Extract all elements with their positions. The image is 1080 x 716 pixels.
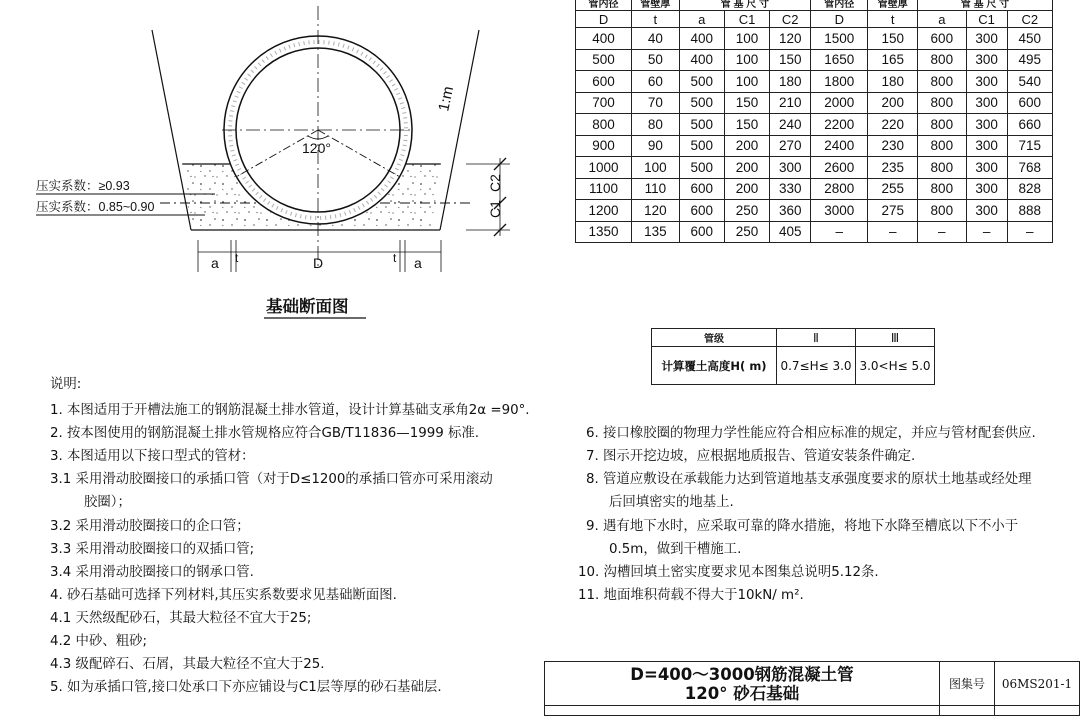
grade-value-3: 3.0<H≤ 5.0 [856,347,935,385]
subheader-cell: C1 [966,11,1007,28]
table-cell: 180 [770,71,811,93]
table-cell: 150 [724,114,769,136]
table-cell: 100 [632,157,679,179]
grade-header-2: Ⅱ [777,329,856,347]
table-cell: 540 [1007,71,1052,93]
dim-a-right: a [414,255,422,271]
table-cell: 120 [770,28,811,50]
subheader-cell: D [576,11,632,28]
table-cell: 100 [724,49,769,71]
notes-heading: 说明: [50,377,82,392]
table-cell: 120 [632,200,679,222]
table-header-row [576,0,1053,11]
table-cell: 800 [918,49,967,71]
table-cell: 2800 [811,178,868,200]
dim-d: D [313,255,324,271]
header-cell: 管 基 尺 寸 [918,0,1053,11]
table-cell: – [811,221,868,243]
note-item: 1. 本图适用于开槽法施工的钢筋混凝土排水管道，设计计算基础支承角2α =90°. [50,403,530,418]
table-cell: 800 [918,92,967,114]
note-item: 9. 遇有地下水时，应采取可靠的降水措施，将地下水降至槽底以下不小于 [586,519,1019,534]
table-row [576,28,1053,50]
table-cell: 330 [770,178,811,200]
grade-header-label: 管级 [652,329,777,347]
table-cell: 1800 [811,71,868,93]
table-cell: 200 [724,135,769,157]
table-cell: 500 [576,49,632,71]
table-cell: 405 [770,221,811,243]
table-cell: 2600 [811,157,868,179]
trench-left-slope [152,30,191,230]
note-item: 3.2 采用滑动胶圈接口的企口管； [50,519,250,534]
table-cell: 270 [770,135,811,157]
note-item: 4.3 级配碎石、石屑，其最大粒径不宜大于25. [50,657,325,672]
grade-row-label: 计算覆土高度H( m) [652,347,777,385]
table-subheader-row [576,11,1053,28]
table-cell: 110 [632,178,679,200]
atlas-number: 06MS201-1 [995,662,1080,706]
header-cell: 管内径 [811,0,868,11]
table-row [576,71,1053,93]
note-item: 0.5m，做到干槽施工. [609,542,742,557]
table-row [576,157,1053,179]
foundation-section-drawing [0,0,560,330]
note-item: 2. 按本图使用的钢筋混凝土排水管规格应符合GB/T11836—1999 标准. [50,426,480,441]
table-row [576,135,1053,157]
title-block [544,661,1080,716]
dim-t-left: t [235,251,239,265]
table-cell: 400 [576,28,632,50]
note-item: 3.1 采用滑动胶圈接口的承插口管（对于D≤1200的承插口管亦可采用滚动 [50,472,493,487]
table-cell: 300 [966,200,1007,222]
title-line-2: 120° 砂石基础 [684,683,800,703]
table-cell: 600 [679,200,724,222]
subheader-cell: D [811,11,868,28]
table-cell: 300 [966,71,1007,93]
note-item: 5. 如为承插口管,接口处承口下亦应铺设与C1层等厚的砂石基础层. [50,680,442,695]
table-cell: – [918,221,967,243]
table-cell: 60 [632,71,679,93]
grade-header-3: Ⅲ [856,329,935,347]
dim-c1: C1 [487,200,503,218]
table-cell: 250 [724,200,769,222]
table-cell: 80 [632,114,679,136]
table-cell: 200 [724,178,769,200]
table-cell: 500 [679,114,724,136]
table-cell: 1200 [576,200,632,222]
note-item: 4. 砂石基础可选择下列材料,其压实系数要求见基础断面图. [50,588,397,603]
compaction-label-2: 压实系数：0.85~0.90 [36,200,155,214]
trench-right-slope [440,30,479,230]
table-cell: 210 [770,92,811,114]
table-cell: – [966,221,1007,243]
table-cell: 300 [966,114,1007,136]
slope-label: 1:m [435,84,458,113]
note-item: 8. 管道应敷设在承载能力达到管道地基支承强度要求的原状土地基或经处理 [586,472,1032,487]
note-item: 3.3 采用滑动胶圈接口的双插口管; [50,542,255,557]
table-cell: 150 [770,49,811,71]
note-item: 3. 本图适用以下接口型式的管材： [50,449,255,464]
table-cell: 700 [576,92,632,114]
table-cell: 150 [868,28,918,50]
table-cell: 220 [868,114,918,136]
table-cell: 800 [918,114,967,136]
subheader-cell: a [918,11,967,28]
table-cell: 400 [679,28,724,50]
table-cell: 300 [966,49,1007,71]
table-row [576,49,1053,71]
header-cell: 管壁厚 [632,0,679,11]
table-cell: 600 [1007,92,1052,114]
table-cell: 235 [868,157,918,179]
table-cell: 240 [770,114,811,136]
table-cell: 800 [576,114,632,136]
table-cell: 800 [918,135,967,157]
subheader-cell: C1 [724,11,769,28]
note-item: 后回填密实的地基上. [609,495,734,510]
table-cell: 255 [868,178,918,200]
table-cell: 660 [1007,114,1052,136]
table-cell: 600 [576,71,632,93]
table-cell: 300 [770,157,811,179]
table-cell: 400 [679,49,724,71]
header-cell: 管壁厚 [868,0,918,11]
dim-t-right: t [393,251,397,265]
table-cell: 90 [632,135,679,157]
table-cell: 165 [868,49,918,71]
table-cell: 2000 [811,92,868,114]
table-cell: 300 [966,92,1007,114]
table-row [576,114,1053,136]
table-cell: 768 [1007,157,1052,179]
table-cell: 800 [918,157,967,179]
drawing-title: 基础断面图 [266,298,349,316]
subheader-cell: C2 [770,11,811,28]
table-row [576,178,1053,200]
table-cell: 300 [966,178,1007,200]
table-cell: 1350 [576,221,632,243]
table-cell: – [1007,221,1052,243]
table-cell: 500 [679,92,724,114]
pipe-dimensions-table [575,0,1053,243]
table-cell: 715 [1007,135,1052,157]
subheader-cell: t [868,11,918,28]
table-cell: 360 [770,200,811,222]
table-cell: 900 [576,135,632,157]
table-cell: 1100 [576,178,632,200]
atlas-label: 图集号 [940,662,995,706]
note-item: 11. 地面堆积荷载不得大于10kN/ m². [578,588,804,603]
table-cell: 50 [632,49,679,71]
table-cell: 1650 [811,49,868,71]
table-cell: 300 [966,135,1007,157]
table-cell: 2400 [811,135,868,157]
table-cell: 300 [966,28,1007,50]
table-cell: 495 [1007,49,1052,71]
table-cell: 500 [679,157,724,179]
note-item: 4.1 天然级配砂石，其最大粒径不宜大于25; [50,611,312,626]
note-item: 7. 图示开挖边坡，应根据地质报告、管道安装条件确定. [586,449,916,464]
table-cell: 230 [868,135,918,157]
subheader-cell: a [679,11,724,28]
note-item: 6. 接口橡胶圈的物理力学性能应符合相应标准的规定，并应与管材配套供应. [586,426,1036,441]
table-cell: 800 [918,200,967,222]
table-cell: 500 [679,135,724,157]
table-cell: 100 [724,28,769,50]
table-cell: 500 [679,71,724,93]
table-cell: 300 [966,157,1007,179]
note-item: 4.2 中砂、粗砂; [50,634,148,649]
table-cell: 150 [724,92,769,114]
table-row [576,92,1053,114]
table-cell: 828 [1007,178,1052,200]
table-cell: 180 [868,71,918,93]
table-cell: – [868,221,918,243]
table-cell: 600 [679,178,724,200]
note-item: 10. 沟槽回填土密实度要求见本图集总说明5.12条. [578,565,879,580]
table-cell: 1500 [811,28,868,50]
header-cell: 管内径 [576,0,632,11]
table-cell: 800 [918,71,967,93]
compaction-label-1: 压实系数：≥0.93 [36,179,130,193]
table-cell: 275 [868,200,918,222]
table-cell: 70 [632,92,679,114]
table-cell: 3000 [811,200,868,222]
title-line-1: D=400～3000钢筋混凝土管 [630,664,854,684]
subheader-cell: t [632,11,679,28]
table-cell: 800 [918,178,967,200]
dim-c2: C2 [487,174,503,192]
table-cell: 450 [1007,28,1052,50]
title-block-title [545,662,940,706]
grade-value-2: 0.7≤H≤ 3.0 [777,347,856,385]
table-cell: 40 [632,28,679,50]
table-row [576,221,1053,243]
table-cell: 2200 [811,114,868,136]
pipe-grade-table [651,328,935,385]
table-row [576,200,1053,222]
table-cell: 1000 [576,157,632,179]
angle-label: 120° [302,140,331,156]
note-item: 3.4 采用滑动胶圈接口的钢承口管. [50,565,254,580]
table-cell: 250 [724,221,769,243]
table-cell: 600 [918,28,967,50]
table-cell: 600 [679,221,724,243]
subheader-cell: C2 [1007,11,1052,28]
table-cell: 100 [724,71,769,93]
header-cell: 管 基 尺 寸 [679,0,811,11]
note-item: 胶圈）； [84,495,131,510]
table-cell: 135 [632,221,679,243]
dim-a-left: a [211,255,219,271]
table-cell: 888 [1007,200,1052,222]
table-cell: 200 [724,157,769,179]
table-cell: 200 [868,92,918,114]
